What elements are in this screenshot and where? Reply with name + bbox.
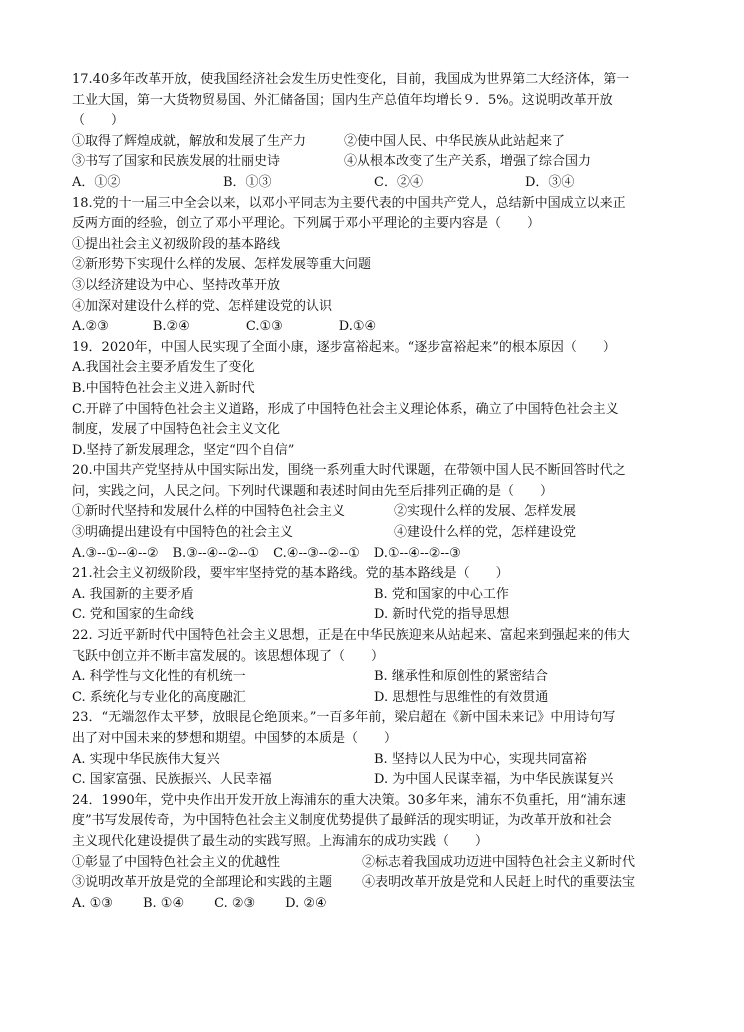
question-stem-line: 19．2020年，中国人民实现了全面小康，逐步富裕起来。“逐步富裕起来”的根本原因（ ） [72,339,616,355]
answer-option: C. 系统化与专业化的高度融汇 [72,689,246,705]
answer-option: B. 党和国家的中心工作 [374,586,509,602]
answer-options-row [72,688,676,709]
answer-option: D. 为中国人民谋幸福，为中华民族谋复兴 [374,772,614,788]
answer-option: B．①③ [223,174,272,190]
question-17 [72,70,676,194]
question-stem-line: 飞跃中创立并不断丰富发展的。该思想体现了（ ） [72,648,385,664]
answer-options [72,173,676,194]
question-stem-line: 23．“无端忽作太平梦，放眼昆仑绝顶来。”一百多年前，梁启超在《新中国未来记》中用诗句写 [72,710,616,726]
answer-option: A. 科学性与文化性的有机统一 [72,669,246,685]
statement-row [72,152,676,173]
answer-option: D.坚持了新发展理念，坚定“四个自信” [72,442,295,458]
answer-options-row [72,605,676,626]
answer-option: D. 新时代党的指导思想 [374,607,510,623]
statement-item: ①提出社会主义初级阶段的基本路线 [72,236,281,252]
answer-options-row [72,667,676,688]
question-19 [72,338,676,462]
answer-option: A. 实现中华民族伟大复兴 [72,751,220,767]
statement-item: ④建设什么样的党，怎样建设党 [394,525,577,541]
answer-option: B.中国特色社会主义进入新时代 [72,380,255,396]
question-stem-line: （ ） [72,113,125,129]
answer-option: D．③④ [525,174,575,190]
statement-row [72,502,676,523]
answer-option: B.②④ [152,319,190,335]
answer-option: A.我国社会主要矛盾发生了变化 [72,360,255,376]
question-stem-line: 17.40多年改革开放，使我国经济社会发生历史性变化，目前，我国成为世界第二大经济体，第一 [72,72,630,87]
question-stem-line: 出了对中国未来的梦想和期望。中国梦的本质是（ ） [72,731,398,746]
answer-option: A. 我国新的主要矛盾 [72,586,194,602]
answer-options [72,544,676,565]
answer-option: D. ②④ [285,895,327,911]
question-stem-line: 24．1990年，党中央作出开发开放上海浦东的重大决策。30多年来，浦东不负重托，用“浦东速 [72,792,626,808]
answer-option: C.①③ [245,319,283,335]
answer-option: C. 国家富强、民族振兴、人民幸福 [72,772,272,788]
statement-item: ④从根本改变了生产关系，增强了综合国力 [344,154,592,170]
answer-option: D. 思想性与思维性的有效贯通 [374,689,549,705]
question-18 [72,194,676,338]
answer-option: D.①④ [338,319,377,335]
statement-row [72,523,676,544]
answer-options-row [72,770,676,791]
statement-row [72,132,676,153]
answer-option: A．①② [72,174,121,190]
question-stem-line: 22. 习近平新时代中国特色社会主义思想，正是在中华民族迎来从站起来、富起来到强起来的伟大 [72,628,630,644]
question-stem-line: 问，实践之问，人民之问。下列时代课题和表述时间由先至后排列正确的是（ ） [72,483,554,499]
statement-item: ②使中国人民、中华民族从此站起来了 [344,133,566,149]
question-stem-line: 21.社会主义初级阶段，要牢牢坚持党的基本路线。党的基本路线是（ ） [72,566,509,582]
statement-item: ②实现什么样的发展、怎样发展 [394,504,577,520]
question-stem-line: 工业大国，第一大货物贸易国、外汇储备国；国内生产总值年均增长９．5%。这说明改革开放 [72,92,613,108]
answer-option: B. 继承性和原创性的紧密结合 [374,669,548,685]
statement-item: ①新时代坚持和发展什么样的中国特色社会主义 [72,504,346,520]
exam-page [72,70,676,914]
answer-option: C. 党和国家的生命线 [72,607,194,623]
question-24 [72,791,676,915]
question-stem-line: 18.党的十一届三中全会以来，以邓小平同志为主要代表的中国共产党人，总结新中国成立以来正 [72,195,626,211]
question-23 [72,708,676,790]
answer-option: B. 坚持以人民为中心，实现共同富裕 [374,751,587,767]
statement-item: ③说明改革开放是党的全部理论和实践的主题 [72,875,333,891]
question-stem-line: 度”书写发展传奇，为中国特色社会主义制度优势提供了最鲜活的现实明证，为改革开放和社会 [72,813,612,829]
statement-item: ③明确提出建设有中国特色的社会主义 [72,525,294,541]
answer-option: A. ①③ [72,895,113,911]
answer-options-row [72,750,676,771]
answer-option: B. ①④ [142,895,185,911]
question-20 [72,461,676,564]
statement-row [72,873,676,894]
statement-item: ①取得了辉煌成就，解放和发展了生产力 [72,133,307,149]
question-stem-line: 主义现代化建设提供了最生动的实践写照。上海浦东的成功实践（ ） [72,833,489,849]
statement-item: ②标志着我国成功迈进中国特色社会主义新时代 [362,854,636,870]
question-21 [72,564,676,626]
statement-item: ③以经济建设为中心、坚持改革开放 [72,277,281,293]
answer-options [72,894,676,915]
statement-item: ①彰显了中国特色社会主义的优越性 [72,854,281,870]
statement-item: ③书写了国家和民族发展的壮丽史诗 [72,154,281,170]
statement-item: ④表明改革开放是党和人民赶上时代的重要法宝 [362,875,636,891]
answer-option: A.③--①--④--② [72,545,159,561]
answer-option: C．②④ [374,174,423,190]
question-22 [72,626,676,708]
answer-option: D.①--④--②--③ [373,545,461,561]
statement-row [72,853,676,874]
answer-option: B.③--④--②--① [172,545,260,561]
statement-item: ②新形势下实现什么样的发展、怎样发展等重大问题 [72,257,372,273]
answer-option: C.④--③--②--① [273,545,360,561]
question-stem-line: 反两方面的经验，创立了邓小平理论。下列属于邓小平理论的主要内容是（ ） [72,216,541,232]
answer-option: C.开辟了中国特色社会主义道路，形成了中国特色社会主义理论体系，确立了中国特色社会主义 [72,401,619,417]
question-stem-line: 20.中国共产党坚持从中国实际出发，围绕一系列重大时代课题，在带领中国人民不断回答时代之 [72,463,626,479]
answer-options [72,317,676,338]
answer-options-row [72,585,676,606]
statement-item: ④加深对建设什么样的党、怎样建设党的认识 [72,298,333,314]
answer-option: A.②③ [72,319,109,335]
answer-option: C. ②③ [214,895,256,911]
answer-option-continued: 制度，发展了中国特色社会主义文化 [72,422,281,438]
